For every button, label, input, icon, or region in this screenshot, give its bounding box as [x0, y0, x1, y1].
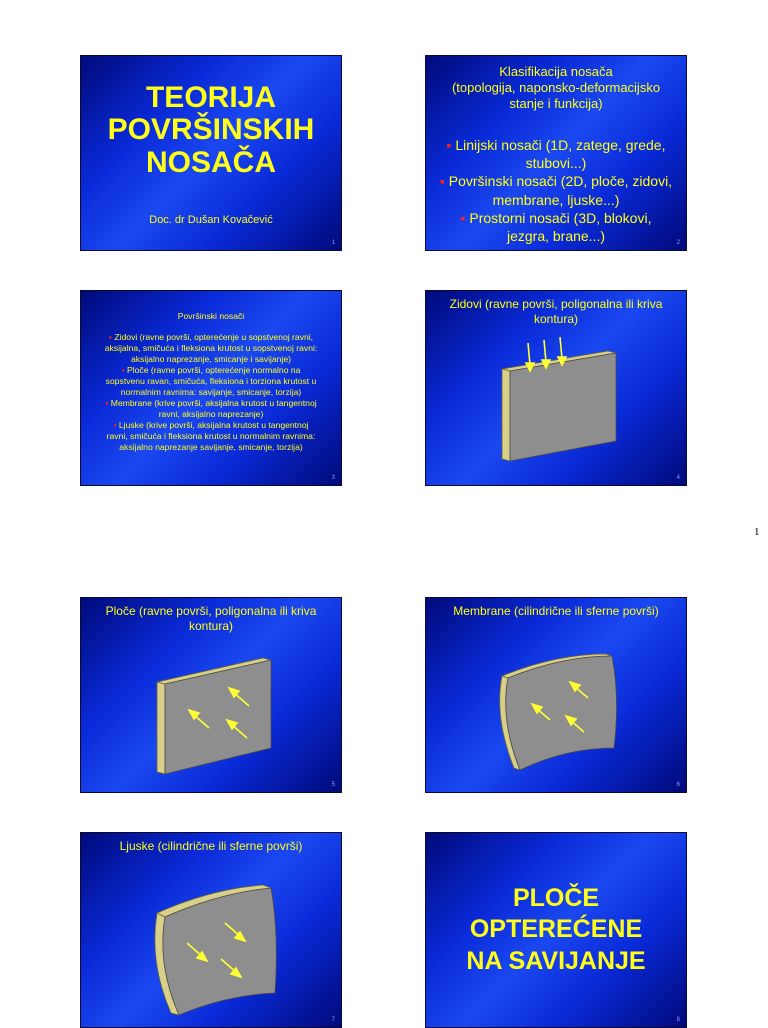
slide-8-title-text	[426, 883, 686, 977]
bullet-icon: ▪	[460, 209, 466, 226]
slide-1-title	[80, 55, 342, 251]
slide-number: 3	[331, 475, 335, 481]
title-line: PLOČE	[512, 884, 600, 912]
heading-line: stanje i funkcija)	[509, 95, 603, 111]
wall-illustration	[426, 291, 687, 486]
item-text: aksijalno naprezanje, smicanje i savijanje)	[130, 354, 292, 364]
item-text: aksijalna, smičuća i fleksiona krutost u sopstvenoj ravni:	[104, 343, 318, 353]
bullet-text: Linijski nosači (1D, zatege, grede,	[455, 137, 666, 153]
item-shells	[83, 420, 339, 431]
bullet-icon: ▪	[113, 420, 117, 430]
bullet-icon: ▪	[121, 365, 125, 375]
bullet-text: Prostorni nosači (3D, blokovi,	[469, 209, 652, 226]
bullet-text: stubovi...)	[525, 155, 587, 172]
slide-number: 4	[676, 475, 680, 481]
item-text: normalnim ravnima: savijanje, smicanje, torzija)	[120, 387, 302, 397]
bullet-item	[428, 136, 684, 154]
bullet-icon: ▪	[446, 137, 452, 153]
item-walls	[83, 332, 339, 343]
title-line: OPTEREĆENE	[469, 915, 643, 944]
heading-line: (topologija, naponsko-deformacijsko	[451, 79, 661, 95]
membrane-illustration	[426, 598, 687, 793]
plate-illustration	[81, 598, 342, 793]
bullet-item	[428, 209, 684, 227]
slide-number: 5	[331, 782, 335, 788]
author: Doc. dr Dušan Kovačević	[149, 214, 273, 226]
item-text: Ljuske (krive površi, aksijalna krutost u tangentnoj	[118, 420, 309, 430]
page-number: 1	[754, 526, 760, 538]
heading-line: Ploče (ravne površi, poligonalna ili kriva	[105, 604, 317, 618]
slide-2-heading	[430, 64, 682, 112]
slide-8-section-title	[425, 832, 687, 1028]
heading-line: Membrane (cilindrične ili sferne površi)	[453, 604, 659, 618]
slide-3-heading: Površinski nosači	[177, 311, 245, 321]
bullet-text: jezgra, brane...)	[506, 227, 606, 244]
shell-illustration	[81, 833, 342, 1028]
item-plates	[83, 365, 339, 376]
item-text: ravni, aksijalno naprezanje)	[158, 409, 264, 419]
slide-6-membranes	[425, 597, 687, 793]
slide-3-surface-structures	[80, 290, 342, 486]
slide-number: 6	[676, 782, 680, 788]
bullet-item	[428, 172, 684, 190]
slide-3-body	[83, 311, 339, 453]
title-line: NA SAVIJANJE	[466, 946, 646, 975]
slide-number: 1	[331, 240, 335, 246]
slide-2-bullets	[428, 136, 684, 245]
item-text: ravni, smičuća i fleksiona krutost u normalnim ravnima:	[106, 431, 316, 441]
heading-line: Klasifikacija nosača	[499, 64, 613, 79]
slide-number: 7	[331, 1017, 335, 1023]
bullet-icon: ▪	[108, 332, 112, 342]
item-membranes	[83, 398, 339, 409]
bullet-icon: ▪	[105, 398, 109, 408]
slide-1-title-text	[81, 82, 341, 179]
slide-number: 8	[676, 1017, 680, 1023]
heading-line: kontura)	[533, 312, 579, 326]
slide-2-classification	[425, 55, 687, 251]
item-text: Ploče (ravne površi, opterećenje normalno na	[127, 365, 301, 375]
bullet-icon: ▪	[439, 173, 445, 190]
title-line: TEORIJA	[145, 81, 277, 114]
slide-7-shells	[80, 832, 342, 1028]
heading-line: Zidovi (ravne površi, poligonalna ili kriva	[449, 297, 663, 311]
heading-line: Ljuske (cilindrične ili sferne površi)	[119, 839, 303, 853]
bullet-text: Površinski nosači (2D, ploče, zidovi,	[448, 173, 673, 190]
item-text: Zidovi (ravne površi, opterećenje u sopstvenoj ravni,	[114, 332, 314, 342]
item-text: Membrane (krive površi, aksijalna krutost u tangentnoj	[110, 398, 317, 408]
item-text: aksijalno naprezanje savijanje, smicanje, torzija)	[119, 442, 303, 452]
slide-4-walls	[425, 290, 687, 486]
title-line: NOSAČA	[145, 145, 276, 179]
slide-number: 2	[676, 240, 680, 246]
item-text: sopstvenu ravan, smičuća, fleksiona i torziona krutost u	[105, 376, 317, 386]
title-line: POVRŠINSKIH	[107, 113, 315, 147]
bullet-text: membrane, ljuske...)	[492, 191, 620, 208]
heading-line: kontura)	[188, 619, 234, 633]
slide-5-plates	[80, 597, 342, 793]
